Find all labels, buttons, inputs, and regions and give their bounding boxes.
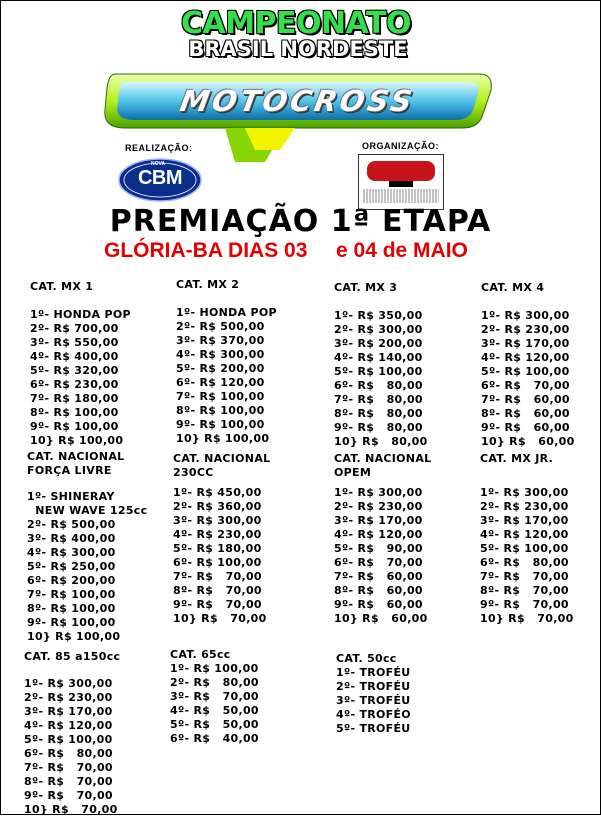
- prize-row: 3º- R$ 400,00: [27, 532, 116, 545]
- prize-row: 9º- R$ 60,00: [334, 598, 423, 611]
- prize-row: 8º- R$ 60,00: [334, 584, 423, 597]
- cbm-nova-text: NOVA: [151, 161, 166, 167]
- prize-list: [176, 306, 277, 446]
- prize-list: [27, 490, 147, 644]
- category-nacional-forca-livre: [27, 450, 147, 644]
- prize-row: 6º- R$ 40,00: [170, 732, 259, 745]
- category-50cc: [336, 652, 411, 736]
- event-location: GLÓRIA-BA DIAS 03: [104, 239, 308, 262]
- category-mx-jr: [480, 452, 574, 626]
- prize-row: 1º- R$ 100,00: [170, 662, 259, 675]
- prize-row: 4º- R$ 120,00: [24, 719, 113, 732]
- prize-row: 6º- R$ 70,00: [481, 379, 570, 392]
- prize-row: 9º- R$ 80,00: [334, 421, 423, 434]
- prize-row: 6º- R$ 120,00: [176, 376, 265, 389]
- prize-row: 10} R$ 70,00: [480, 612, 574, 625]
- prize-row: 5º- R$ 100,00: [481, 365, 570, 378]
- prize-row: 10} R$ 100,00: [27, 630, 121, 643]
- category-65cc: [170, 648, 259, 746]
- prize-row: NEW WAVE 125cc: [27, 504, 148, 517]
- prize-row: 4º- R$ 120,00: [481, 351, 570, 364]
- prize-row: 3º- R$ 170,00: [481, 337, 570, 350]
- title-campeonato: CAMPEONATO: [180, 6, 412, 41]
- prize-row: 10} R$ 100,00: [30, 434, 124, 447]
- prize-list: [170, 662, 259, 746]
- prize-row: 2º- R$ 230,00: [334, 500, 423, 513]
- prize-row: 1º- HONDA POP: [176, 306, 277, 319]
- prize-list: [30, 308, 131, 448]
- prize-row: 2º- R$ 80,00: [170, 676, 259, 689]
- prize-row: 5º- R$ 180,00: [173, 542, 262, 555]
- prize-row: 2º- TROFÉU: [336, 680, 411, 693]
- category-nacional-opem: [334, 452, 431, 626]
- prize-row: 1º- R$ 300,00: [334, 486, 423, 499]
- prize-row: 3º- R$ 170,00: [480, 514, 569, 527]
- prize-row: 9º- R$ 60,00: [481, 421, 570, 434]
- prize-row: 2º- R$ 300,00: [334, 323, 423, 336]
- prize-list: [173, 486, 270, 626]
- prize-row: 1º- TROFÉU: [336, 666, 411, 679]
- prize-row: 4º- R$ 120,00: [334, 528, 423, 541]
- prize-row: 7º- R$ 60,00: [481, 393, 570, 406]
- prize-row: 5º- R$ 100,00: [480, 542, 569, 555]
- prize-row: 8º- R$ 60,00: [481, 407, 570, 420]
- organizacao-label: ORGANIZAÇÃO:: [362, 141, 439, 151]
- prize-row: 7º- R$ 180,00: [30, 392, 119, 405]
- prize-row: 9º- R$ 70,00: [173, 598, 262, 611]
- prize-row: 4º- R$ 120,00: [480, 528, 569, 541]
- prize-list: [336, 666, 411, 736]
- category-title: CAT. NACIONAL OPEM: [334, 452, 432, 479]
- prize-row: 3º- R$ 200,00: [334, 337, 423, 350]
- prize-row: 4º- R$ 50,00: [170, 704, 259, 717]
- prize-row: 5º- R$ 250,00: [27, 560, 116, 573]
- prize-row: 4º- R$ 300,00: [27, 546, 116, 559]
- checkered-flag-icon: [389, 181, 413, 187]
- prize-list: [24, 677, 120, 817]
- prize-row: 4º- R$ 140,00: [334, 351, 423, 364]
- category-title: CAT. NACIONAL 230CC: [173, 452, 271, 479]
- prize-row: 5º- R$ 200,00: [176, 362, 265, 375]
- prize-list: [334, 486, 431, 626]
- prize-list: [480, 486, 574, 626]
- prize-row: 1º- R$ 300,00: [480, 486, 569, 499]
- category-title: CAT. NACIONAL FORÇA LIVRE: [27, 450, 125, 477]
- prize-row: 10} R$ 60,00: [334, 612, 428, 625]
- prize-row: 9º- R$ 70,00: [24, 789, 113, 802]
- prize-row: 9º- R$ 70,00: [480, 598, 569, 611]
- prize-row: 5º- R$ 100,00: [334, 365, 423, 378]
- category-title: CAT. 50cc: [336, 652, 397, 665]
- prize-row: 5º- TROFÉU: [336, 722, 411, 735]
- prize-row: 4º- R$ 230,00: [173, 528, 262, 541]
- organizer-fine-print: [363, 189, 439, 203]
- prize-row: 3º- R$ 370,00: [176, 334, 265, 347]
- prize-row: 3º- TROFÉU: [336, 694, 411, 707]
- prize-row: 2º- R$ 360,00: [173, 500, 262, 513]
- prize-row: 4º- R$ 300,00: [176, 348, 265, 361]
- prize-row: 6º- R$ 80,00: [24, 747, 113, 760]
- prize-row: 8º- R$ 70,00: [173, 584, 262, 597]
- category-title: CAT. 85 a150cc: [24, 650, 121, 663]
- prize-row: 10} R$ 70,00: [24, 803, 118, 816]
- prize-row: 9º- R$ 100,00: [30, 420, 119, 433]
- category-mx1: [30, 280, 131, 448]
- cbm-logo-text: CBM: [137, 167, 183, 189]
- prize-row: 6º- R$ 80,00: [334, 379, 423, 392]
- prize-row: 3º- R$ 300,00: [173, 514, 262, 527]
- prize-row: 7º- R$ 100,00: [27, 588, 116, 601]
- prize-row: 8º- R$ 100,00: [30, 406, 119, 419]
- prize-row: 6º- R$ 230,00: [30, 378, 119, 391]
- prize-row: 10} R$ 70,00: [173, 612, 267, 625]
- prize-row: 1º- R$ 300,00: [481, 309, 570, 322]
- prize-row: 1º- HONDA POP: [30, 308, 131, 321]
- prize-row: 10} R$ 100,00: [176, 432, 270, 445]
- prize-row: 2º- R$ 500,00: [27, 518, 116, 531]
- prize-row: 5º- R$ 50,00: [170, 718, 259, 731]
- category-title: CAT. MX 4: [481, 281, 545, 294]
- category-title: CAT. MX JR.: [480, 452, 554, 465]
- prize-list: [334, 309, 428, 449]
- prize-row: 9º- R$ 100,00: [176, 418, 265, 431]
- category-title: CAT. MX 2: [176, 278, 240, 291]
- prize-row: 5º- R$ 90,00: [334, 542, 423, 555]
- prize-row: 1º- R$ 450,00: [173, 486, 262, 499]
- prize-row: 6º- R$ 200,00: [27, 574, 116, 587]
- prize-row: 4º- TROFÉO: [336, 708, 411, 721]
- prize-row: 1º- R$ 300,00: [24, 677, 113, 690]
- motocross-logo-text: MOTOCROSS: [177, 84, 418, 118]
- prize-row: 8º- R$ 80,00: [334, 407, 423, 420]
- prize-row: 7º- R$ 70,00: [24, 761, 113, 774]
- category-85-150cc: [24, 650, 120, 817]
- prize-row: 6º- R$ 100,00: [173, 556, 262, 569]
- prize-row: 3º- R$ 550,00: [30, 336, 119, 349]
- title-brasil-nordeste: BRASIL NORDESTE: [188, 37, 408, 61]
- organizer-logo-badge: [367, 161, 435, 181]
- prize-row: 6º- R$ 80,00: [480, 556, 569, 569]
- prize-row: 4º- R$ 400,00: [30, 350, 119, 363]
- organizer-logo: [358, 154, 444, 210]
- prize-row: 7º- R$ 80,00: [334, 393, 423, 406]
- prize-row: 10} R$ 60,00: [481, 435, 575, 448]
- category-title: CAT. MX 3: [334, 281, 398, 294]
- category-mx2: [176, 278, 277, 446]
- category-title: CAT. 65cc: [170, 648, 231, 661]
- prize-row: 8º- R$ 70,00: [24, 775, 113, 788]
- prize-row: 7º- R$ 70,00: [173, 570, 262, 583]
- event-title: PREMIAÇÃO 1ª ETAPA: [109, 204, 492, 239]
- prize-row: 6º- R$ 70,00: [334, 556, 423, 569]
- prize-list: [481, 309, 575, 449]
- prize-row: 2º- R$ 230,00: [481, 323, 570, 336]
- prize-row: 1º- SHINERAY: [27, 490, 115, 503]
- prize-row: 9º- R$ 100,00: [27, 616, 116, 629]
- prize-row: 3º- R$ 170,00: [24, 705, 113, 718]
- prize-row: 7º- R$ 60,00: [334, 570, 423, 583]
- prize-row: 2º- R$ 230,00: [480, 500, 569, 513]
- category-mx4: [481, 281, 575, 449]
- category-nacional-230cc: [173, 452, 270, 626]
- prize-row: 2º- R$ 230,00: [24, 691, 113, 704]
- prize-row: 8º- R$ 100,00: [176, 404, 265, 417]
- prize-row: 7º- R$ 100,00: [176, 390, 265, 403]
- prize-row: 2º- R$ 700,00: [30, 322, 119, 335]
- prize-row: 8º- R$ 70,00: [480, 584, 569, 597]
- prize-row: 8º- R$ 100,00: [27, 602, 116, 615]
- prize-row: 5º- R$ 320,00: [30, 364, 119, 377]
- prize-row: 3º- R$ 70,00: [170, 690, 259, 703]
- prize-row: 3º- R$ 170,00: [334, 514, 423, 527]
- realizacao-label: REALIZAÇÃO:: [125, 143, 193, 153]
- prize-row: 7º- R$ 70,00: [480, 570, 569, 583]
- prize-row: 1º- R$ 350,00: [334, 309, 423, 322]
- prize-row: 2º- R$ 500,00: [176, 320, 265, 333]
- category-title: CAT. MX 1: [30, 280, 94, 293]
- prize-row: 10} R$ 80,00: [334, 435, 428, 448]
- prize-row: 5º- R$ 100,00: [24, 733, 113, 746]
- event-dates: e 04 de MAIO: [336, 239, 468, 262]
- category-mx3: [334, 281, 428, 449]
